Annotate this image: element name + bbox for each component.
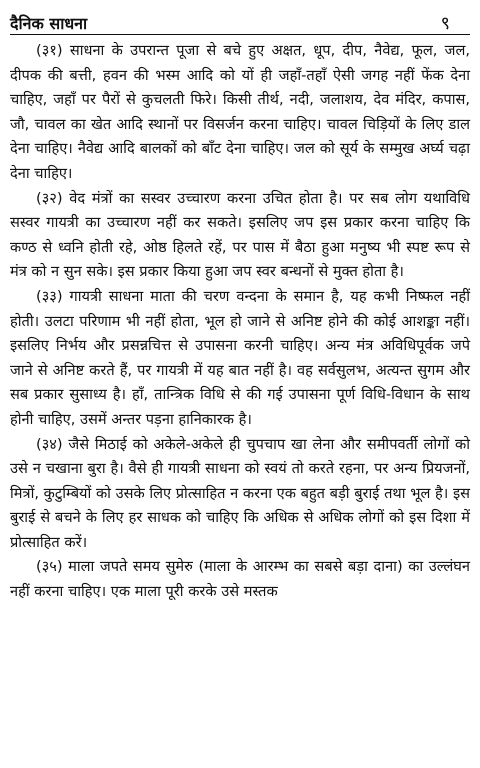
page-header (10, 4, 470, 35)
page-number: ९ (440, 13, 450, 34)
page-body (10, 39, 470, 605)
paragraph-34: (३४) जैसे मिठाई को अकेले-अकेले ही चुपचाप खा लेना और समीपवर्ती लोगों को उसे न चखाना बुरा है। वैसे ही गायत्री साधना को स्वयं तो करते रहना, पर अन्य प्रियजनों, मित्रों, कुटुम्बियों को उसके लिए प्रोत्साहित न करना एक बहुत बड़ी बुराई तथा भूल है। इस बुराई से बचने के लिए हर साधक को चाहिए कि अधिक से अधिक लोगों को इस दिशा में प्रोत्साहित करें। (10, 435, 470, 551)
paragraph-32: (३२) वेद मंत्रों का सस्वर उच्चारण करना उचित होता है। पर सब लोग यथाविधि सस्वर गायत्री का उच्चारण नहीं कर सकते। इसलिए जप इस प्रकार करना चाहिए कि कण्ठ से ध्वनि होती रहे, ओष्ठ हिलते रहें, पर पास में बैठा हुआ मनुष्य भी स्पष्ट रूप से मंत्र को न सुन सके। इस प्रकार किया हुआ जप स्वर बन्धनों से मुक्त होता है। (10, 189, 470, 281)
paragraph-35: (३५) माला जपते समय सुमेरु (माला के आरम्भ का सबसे बड़ा दाना) का उल्लंघन नहीं करना चाहिए। एक माला पूरी करके उसे मस्तक (10, 558, 470, 601)
paragraph-33: (३३) गायत्री साधना माता की चरण वन्दना के समान है, यह कभी निष्फल नहीं होती। उलटा परिणाम भी नहीं होता, भूल हो जाने से अनिष्ट होने की कोई आशङ्का नहीं। इसलिए निर्भय और प्रसन्नचित्त से उपासना करनी चाहिए। अन्य मंत्र अविधिपूर्वक जपे जाने से अनिष्ट करते हैं, पर गायत्री में यह बात नहीं है। वह सर्वसुलभ, अत्यन्त सुगम और सब प्रकार सुसाध्य है। हाँ, तान्त्रिक विधि से की गई उपासना पूर्ण विधि-विधान के साथ होनी चाहिए, उसमें अन्तर पड़ना हानिकारक है। (10, 287, 470, 428)
chapter-title: दैनिक साधना (10, 14, 88, 33)
paragraph-31: (३१) साधना के उपरान्त पूजा से बचे हुए अक्षत, धूप, दीप, नैवेद्य, फूल, जल, दीपक की बत्ती, हवन की भस्म आदि को यों ही जहाँ-तहाँ ऐसी जगह नहीं फेंक देना चाहिए, जहाँ पर पैरों से कुचलती फिरे। किसी तीर्थ, नदी, जलाशय, देव मंदिर, कपास, जौ, चावल का खेत आदि स्थानों पर विसर्जन करना चाहिए। चावल चिड़ियों के लिए डाल देना चाहिए। नैवेद्य आदि बालकों को बाँट देना चाहिए। जल को सूर्य के सम्मुख अर्घ्य चढ़ा देना चाहिए। (10, 42, 470, 182)
